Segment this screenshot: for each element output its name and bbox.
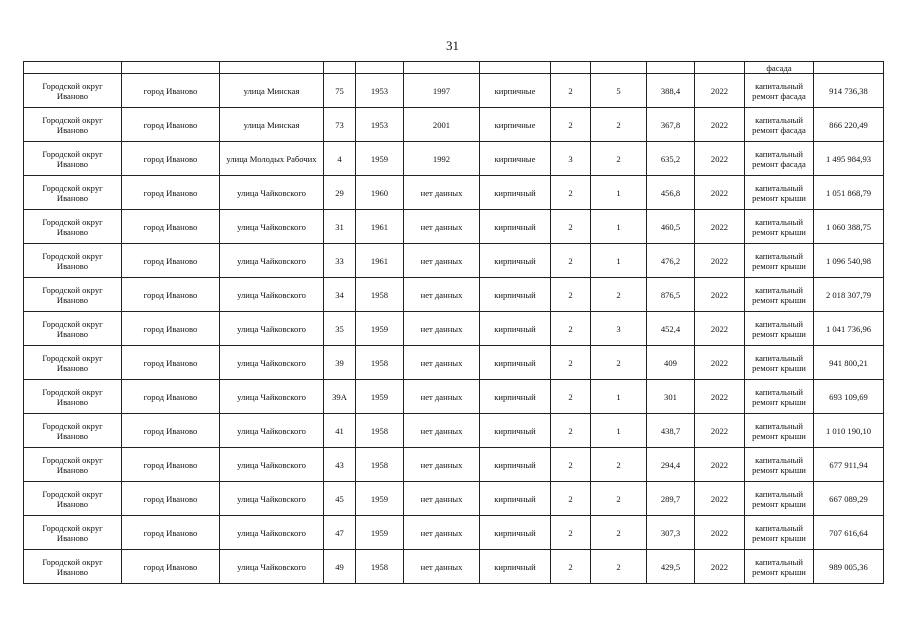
cell-built: 1959 [356,142,404,176]
cell-floors: 3 [551,142,591,176]
cell-city: город Иваново [122,244,220,278]
cell-built: 1958 [356,448,404,482]
cell-street: улица Чайковского [220,380,324,414]
cell-street: улица Чайковского [220,550,324,584]
cell-cost: 1 060 388,75 [814,210,884,244]
cell-work: капитальный ремонт крыши [745,550,814,584]
cell-cost: 1 495 984,93 [814,142,884,176]
table-row [24,448,884,482]
cell-built: 1959 [356,380,404,414]
cell-area: 460,5 [647,210,695,244]
cell-district: Городской округ Иваново [24,380,122,414]
cell-area: 307,3 [647,516,695,550]
cell-built: 1959 [356,312,404,346]
cell-area: 876,5 [647,278,695,312]
cell-house: 41 [324,414,356,448]
cell-area: 301 [647,380,695,414]
cell-renovated: нет данных [404,312,480,346]
cell-area: 476,2 [647,244,695,278]
cell-built: 1958 [356,346,404,380]
cell-area: 409 [647,346,695,380]
cell-renovated: 2001 [404,108,480,142]
cell-entrances: 1 [591,244,647,278]
cell-floors: 2 [551,108,591,142]
table-row [24,380,884,414]
cell-district: Городской округ Иваново [24,74,122,108]
cell-area: 294,4 [647,448,695,482]
page-number: 31 [446,38,459,53]
cell-work: капитальный ремонт крыши [745,380,814,414]
cell-built: 1958 [356,278,404,312]
cell-area: 367,8 [647,108,695,142]
cell-floors: 2 [551,346,591,380]
cell-work: капитальный ремонт крыши [745,516,814,550]
cell-floors: 2 [551,380,591,414]
cell-work: капитальный ремонт крыши [745,482,814,516]
cell-renovated: нет данных [404,346,480,380]
cell-walls: кирпичный [480,414,551,448]
table-row [24,244,884,278]
cell-year: 2022 [695,74,745,108]
cell-year: 2022 [695,176,745,210]
cell-city [122,62,220,74]
cell-city: город Иваново [122,312,220,346]
cell-area: 429,5 [647,550,695,584]
cell-area: 452,4 [647,312,695,346]
cell-district: Городской округ Иваново [24,550,122,584]
cell-district: Городской округ Иваново [24,312,122,346]
table-row [24,210,884,244]
cell-renovated: нет данных [404,516,480,550]
cell-work: капитальный ремонт фасада [745,108,814,142]
table-row [24,346,884,380]
cell-city: город Иваново [122,482,220,516]
cell-walls: кирпичный [480,516,551,550]
table-row [24,414,884,448]
cell-walls: кирпичный [480,244,551,278]
cell-walls: кирпичный [480,312,551,346]
cell-renovated: 1992 [404,142,480,176]
cell-street: улица Минская [220,74,324,108]
cell-walls: кирпичный [480,482,551,516]
cell-cost: 914 736,38 [814,74,884,108]
cell-street: улица Чайковского [220,176,324,210]
cell-city: город Иваново [122,176,220,210]
cell-built: 1953 [356,74,404,108]
cell-built: 1959 [356,516,404,550]
cell-city: город Иваново [122,516,220,550]
cell-floors [551,62,591,74]
cell-city: город Иваново [122,414,220,448]
cell-floors: 2 [551,244,591,278]
cell-cost: 2 018 307,79 [814,278,884,312]
cell-city: город Иваново [122,380,220,414]
cell-built [356,62,404,74]
table-row [24,142,884,176]
cell-entrances: 1 [591,414,647,448]
cell-walls: кирпичные [480,108,551,142]
cell-area: 635,2 [647,142,695,176]
cell-walls [480,62,551,74]
cell-walls: кирпичные [480,142,551,176]
cell-walls: кирпичный [480,176,551,210]
cell-cost: 1 041 736,96 [814,312,884,346]
cell-street: улица Чайковского [220,516,324,550]
cell-renovated: нет данных [404,448,480,482]
cell-work: капитальный ремонт крыши [745,312,814,346]
cell-year: 2022 [695,312,745,346]
cell-year [695,62,745,74]
cell-city: город Иваново [122,448,220,482]
cell-district: Городской округ Иваново [24,448,122,482]
table-row-continuation [24,62,884,74]
cell-work: капитальный ремонт крыши [745,278,814,312]
cell-city: город Иваново [122,346,220,380]
cell-year: 2022 [695,448,745,482]
cell-house: 29 [324,176,356,210]
cell-floors: 2 [551,448,591,482]
cell-work: капитальный ремонт крыши [745,176,814,210]
cell-house: 4 [324,142,356,176]
cell-district: Городской округ Иваново [24,108,122,142]
cell-built: 1960 [356,176,404,210]
cell-street: улица Чайковского [220,244,324,278]
cell-entrances: 2 [591,278,647,312]
cell-entrances: 5 [591,74,647,108]
cell-built: 1959 [356,482,404,516]
cell-walls: кирпичный [480,448,551,482]
cell-renovated: нет данных [404,482,480,516]
cell-year: 2022 [695,380,745,414]
cell-walls: кирпичные [480,74,551,108]
cell-floors: 2 [551,414,591,448]
cell-cost: 667 089,29 [814,482,884,516]
cell-house: 39 [324,346,356,380]
cell-district: Городской округ Иваново [24,210,122,244]
cell-entrances: 2 [591,346,647,380]
cell-street: улица Чайковского [220,448,324,482]
cell-year: 2022 [695,414,745,448]
cell-house: 43 [324,448,356,482]
table-row [24,516,884,550]
table-row [24,550,884,584]
cell-district: Городской округ Иваново [24,346,122,380]
cell-district [24,62,122,74]
cell-street: улица Чайковского [220,346,324,380]
cell-built: 1961 [356,244,404,278]
cell-floors: 2 [551,550,591,584]
cell-district: Городской округ Иваново [24,142,122,176]
cell-renovated: нет данных [404,176,480,210]
cell-house: 45 [324,482,356,516]
cell-street: улица Минская [220,108,324,142]
cell-street: улица Чайковского [220,210,324,244]
cell-entrances: 1 [591,210,647,244]
cell-year: 2022 [695,108,745,142]
cell-city: город Иваново [122,550,220,584]
cell-cost: 677 911,94 [814,448,884,482]
cell-walls: кирпичный [480,346,551,380]
cell-year: 2022 [695,278,745,312]
cell-work: капитальный ремонт фасада [745,142,814,176]
cell-floors: 2 [551,176,591,210]
cell-work: капитальный ремонт крыши [745,244,814,278]
cell-built: 1958 [356,550,404,584]
cell-floors: 2 [551,278,591,312]
cell-entrances: 1 [591,380,647,414]
cell-cost: 941 800,21 [814,346,884,380]
cell-city: город Иваново [122,142,220,176]
cell-cost: 1 010 190,10 [814,414,884,448]
table-row [24,312,884,346]
cell-built: 1958 [356,414,404,448]
cell-house: 39А [324,380,356,414]
cell-cost: 866 220,49 [814,108,884,142]
cell-work: фасада [745,62,814,74]
table-row [24,278,884,312]
cell-house: 31 [324,210,356,244]
cell-built: 1953 [356,108,404,142]
table-row [24,108,884,142]
table-row [24,176,884,210]
cell-year: 2022 [695,210,745,244]
cell-area: 289,7 [647,482,695,516]
cell-renovated: нет данных [404,550,480,584]
cell-work: капитальный ремонт крыши [745,346,814,380]
cell-renovated: нет данных [404,210,480,244]
cell-walls: кирпичный [480,380,551,414]
cell-city: город Иваново [122,108,220,142]
cell-district: Городской округ Иваново [24,244,122,278]
cell-cost: 693 109,69 [814,380,884,414]
cell-year: 2022 [695,142,745,176]
cell-year: 2022 [695,482,745,516]
cell-renovated: нет данных [404,380,480,414]
cell-cost: 707 616,64 [814,516,884,550]
cell-entrances: 2 [591,482,647,516]
cell-year: 2022 [695,346,745,380]
cell-floors: 2 [551,74,591,108]
cell-renovated: 1997 [404,74,480,108]
cell-district: Городской округ Иваново [24,516,122,550]
cell-area: 456,8 [647,176,695,210]
table-row [24,482,884,516]
cell-street [220,62,324,74]
cell-built: 1961 [356,210,404,244]
cell-house: 35 [324,312,356,346]
cell-entrances: 2 [591,516,647,550]
cell-district: Городской округ Иваново [24,482,122,516]
cell-street: улица Молодых Рабочих [220,142,324,176]
cell-work: капитальный ремонт крыши [745,414,814,448]
cell-house: 73 [324,108,356,142]
cell-cost: 989 005,36 [814,550,884,584]
cell-cost: 1 051 868,79 [814,176,884,210]
cell-district: Городской округ Иваново [24,176,122,210]
cell-work: капитальный ремонт фасада [745,74,814,108]
cell-street: улица Чайковского [220,312,324,346]
cell-street: улица Чайковского [220,414,324,448]
cell-house [324,62,356,74]
housing-repair-table [23,61,884,584]
cell-renovated: нет данных [404,244,480,278]
cell-area [647,62,695,74]
cell-walls: кирпичный [480,210,551,244]
cell-house: 75 [324,74,356,108]
cell-floors: 2 [551,312,591,346]
table-row [24,74,884,108]
cell-year: 2022 [695,550,745,584]
cell-floors: 2 [551,210,591,244]
cell-street: улица Чайковского [220,278,324,312]
cell-year: 2022 [695,516,745,550]
cell-area: 438,7 [647,414,695,448]
cell-renovated [404,62,480,74]
cell-city: город Иваново [122,74,220,108]
cell-floors: 2 [551,482,591,516]
cell-street: улица Чайковского [220,482,324,516]
cell-entrances: 3 [591,312,647,346]
cell-district: Городской округ Иваново [24,414,122,448]
cell-entrances: 2 [591,448,647,482]
cell-house: 33 [324,244,356,278]
cell-area: 388,4 [647,74,695,108]
cell-entrances: 1 [591,176,647,210]
cell-cost: 1 096 540,98 [814,244,884,278]
cell-cost [814,62,884,74]
cell-renovated: нет данных [404,278,480,312]
cell-house: 34 [324,278,356,312]
cell-work: капитальный ремонт крыши [745,448,814,482]
cell-district: Городской округ Иваново [24,278,122,312]
cell-floors: 2 [551,516,591,550]
cell-work: капитальный ремонт крыши [745,210,814,244]
cell-entrances: 2 [591,550,647,584]
cell-city: город Иваново [122,278,220,312]
cell-walls: кирпичный [480,550,551,584]
cell-entrances [591,62,647,74]
cell-city: город Иваново [122,210,220,244]
cell-entrances: 2 [591,142,647,176]
cell-house: 49 [324,550,356,584]
cell-year: 2022 [695,244,745,278]
cell-renovated: нет данных [404,414,480,448]
cell-house: 47 [324,516,356,550]
cell-entrances: 2 [591,108,647,142]
cell-walls: кирпичный [480,278,551,312]
